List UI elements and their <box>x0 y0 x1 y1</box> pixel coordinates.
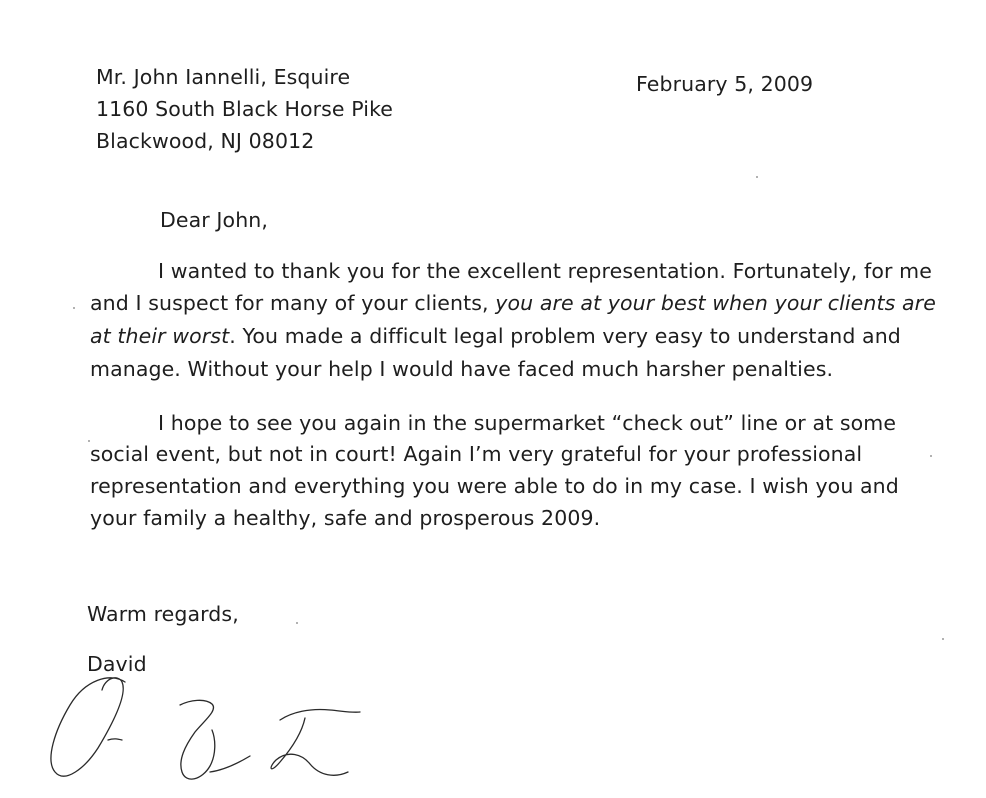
paragraph-1-line-3-plain: . You made a difficult legal problem very easy to understand and <box>229 324 901 348</box>
paragraph-1-line-2 <box>90 289 936 317</box>
recipient-street: 1160 South Black Horse Pike <box>96 97 394 121</box>
paragraph-1-line-2-plain: and I suspect for many of your clients, <box>90 291 496 315</box>
paragraph-1-line-2-italic: you are at your best when your clients are <box>495 291 936 315</box>
scan-speck <box>756 176 758 178</box>
handwritten-signature <box>30 660 370 795</box>
scan-speck <box>88 440 90 442</box>
recipient-name: Mr. John Iannelli, Esquire <box>96 65 351 89</box>
paragraph-1-line-3 <box>90 322 901 350</box>
scan-speck <box>942 638 944 640</box>
paragraph-1-line-4: manage. Without your help I would have faced much harsher penalties. <box>90 357 834 381</box>
closing: Warm regards, <box>87 602 239 626</box>
paragraph-2-line-2: social event, but not in court! Again I’m very grateful for your professional <box>90 442 863 466</box>
paragraph-2-line-3: representation and everything you were able to do in my case. I wish you and <box>90 474 899 498</box>
recipient-city: Blackwood, NJ 08012 <box>96 129 315 153</box>
paragraph-1-line-3-italic: at their worst <box>90 324 230 348</box>
signer-name: David <box>87 652 147 676</box>
scan-speck <box>930 455 932 457</box>
scan-speck <box>73 307 75 309</box>
paragraph-1-line-1: I wanted to thank you for the excellent representation. Fortunately, for me <box>158 259 932 283</box>
paragraph-2-line-4: your family a healthy, safe and prosperous 2009. <box>90 506 601 530</box>
paragraph-2-line-1: I hope to see you again in the supermarket “check out” line or at some <box>158 411 897 435</box>
letter-date: February 5, 2009 <box>636 72 814 96</box>
salutation: Dear John, <box>160 208 268 232</box>
scan-speck <box>296 622 298 624</box>
